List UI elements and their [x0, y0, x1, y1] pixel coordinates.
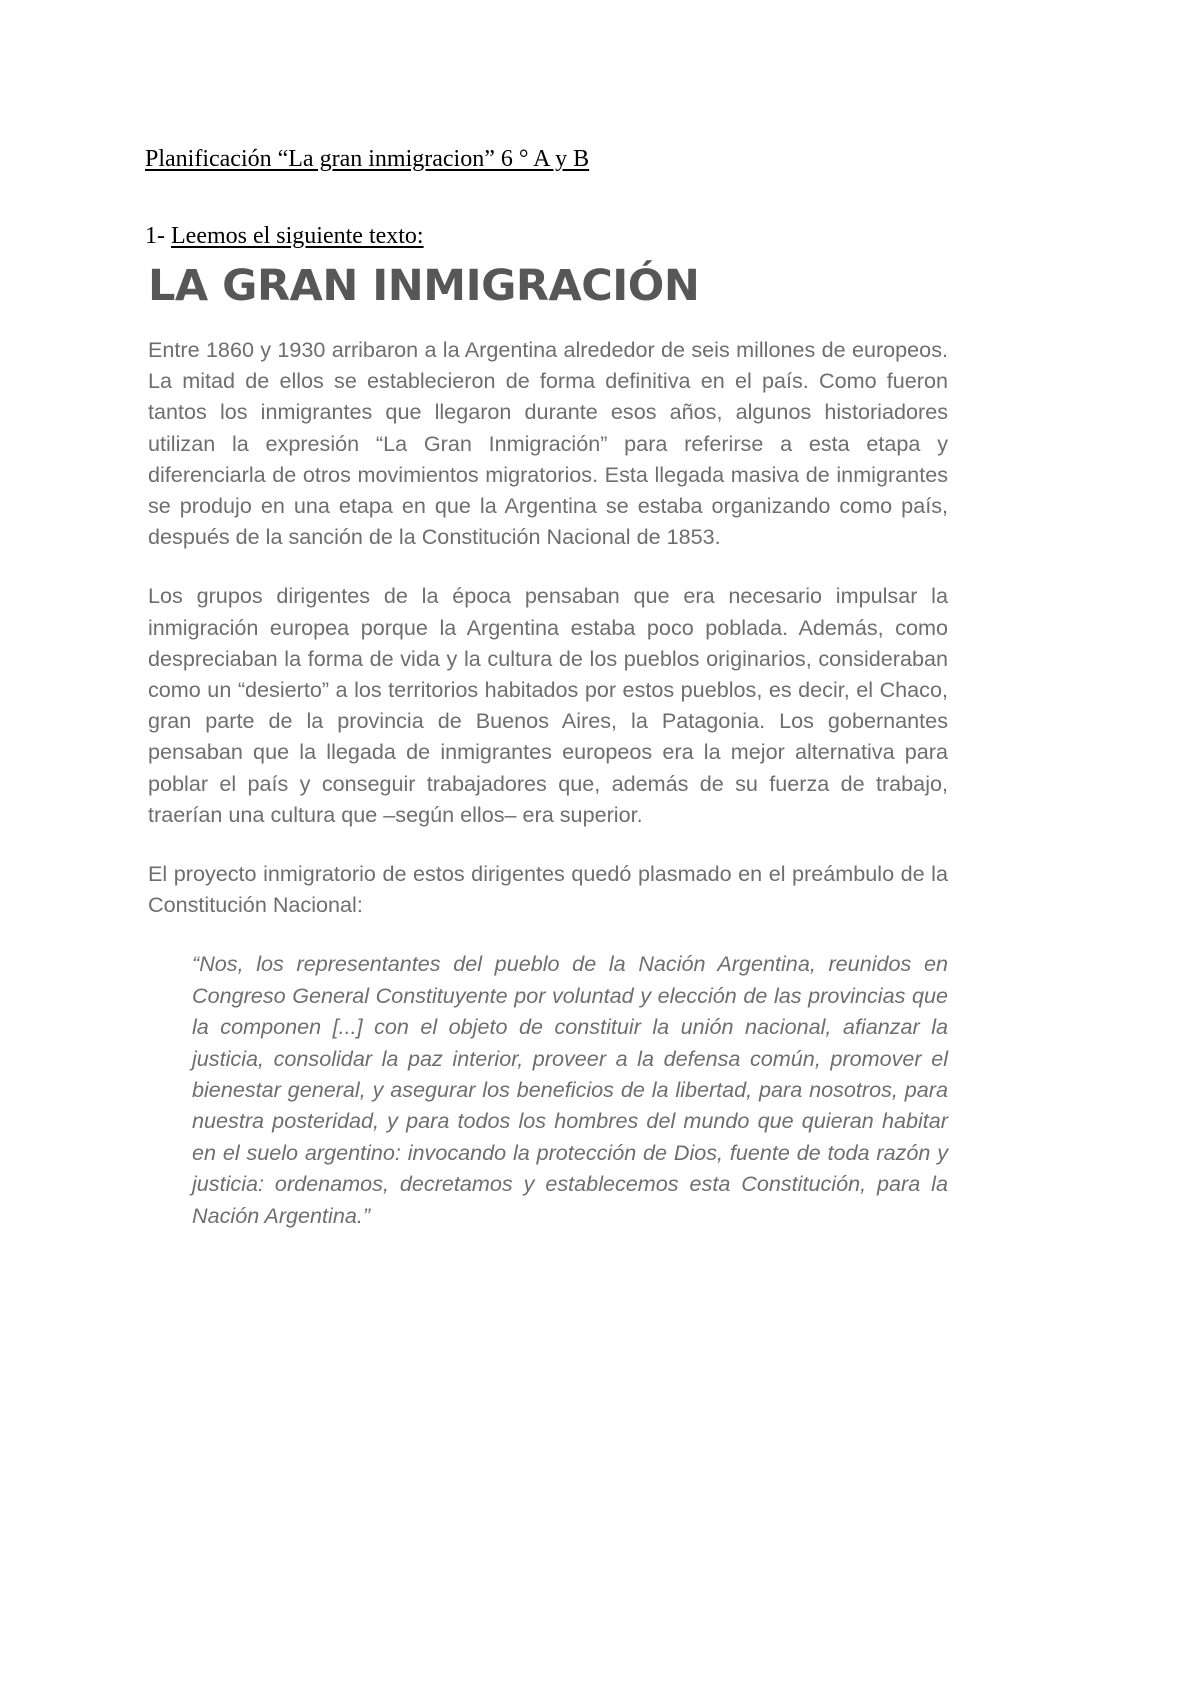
article-headline: LA GRAN INMIGRACIÓN: [148, 261, 700, 311]
step-number: 1-: [145, 223, 171, 249]
constitution-preamble-quote: “Nos, los representantes del pueblo de la Nación Argentina, reunidos en Congreso General Constituyente por voluntad y elección de las provincias que la componen [...] con el objeto de constituir la unión nacional, afianzar la justicia, consolidar la paz interior, proveer a la defensa común, promover el bienestar general, y asegurar los beneficios de la libertad, para nosotros, para nuestra posteridad, y para todos los hombres del mundo que quieran habitar en el suelo argentino: invocando la protección de Dios, fuente de toda razón y justicia: ordenamos, decretamos y establecemos esta Constitución, para la Nación Argentina.”: [192, 951, 948, 1228]
step-1-instruction: [145, 223, 424, 250]
document-title: Planificación “La gran inmigracion” 6 ° A y B: [145, 146, 590, 172]
article-paragraph-1: Entre 1860 y 1930 arribaron a la Argentina alrededor de seis millones de europeos. La mitad de ellos se establecieron de forma definitiva en el país. Como fueron tantos los inmigrantes que llegaron durante esos años, algunos historiadores utilizan la expresión “La Gran Inmigración” para referirse a esta etapa y diferenciarla de otros movimientos migratorios. Esta llegada masiva de inmigrantes se produjo en una etapa en que la Argentina se estaba organizando como país, después de la sanción de la Constitución Nacional de 1853.: [148, 337, 948, 550]
article-image: [148, 256, 948, 1231]
step-text: Leemos el siguiente texto:: [171, 223, 424, 249]
article-paragraph-2: Los grupos dirigentes de la época pensaban que era necesario impulsar la inmigración europea porque la Argentina estaba poco poblada. Además, como despreciaban la forma de vida y la cultura de los pueblos originarios, consideraban como un “desierto” a los territorios habitados por estos pueblos, es decir, el Chaco, gran parte de la provincia de Buenos Aires, la Patagonia. Los gobernantes pensaban que la llegada de inmigrantes europeos era la mejor alternativa para poblar el país y conseguir trabajadores que, además de su fuerza de trabajo, traerían una cultura que –según ellos– era superior.: [148, 583, 948, 827]
article-paragraph-3: El proyecto inmigratorio de estos dirigentes quedó plasmado en el preámbulo de la Constitución Nacional:: [148, 861, 948, 918]
